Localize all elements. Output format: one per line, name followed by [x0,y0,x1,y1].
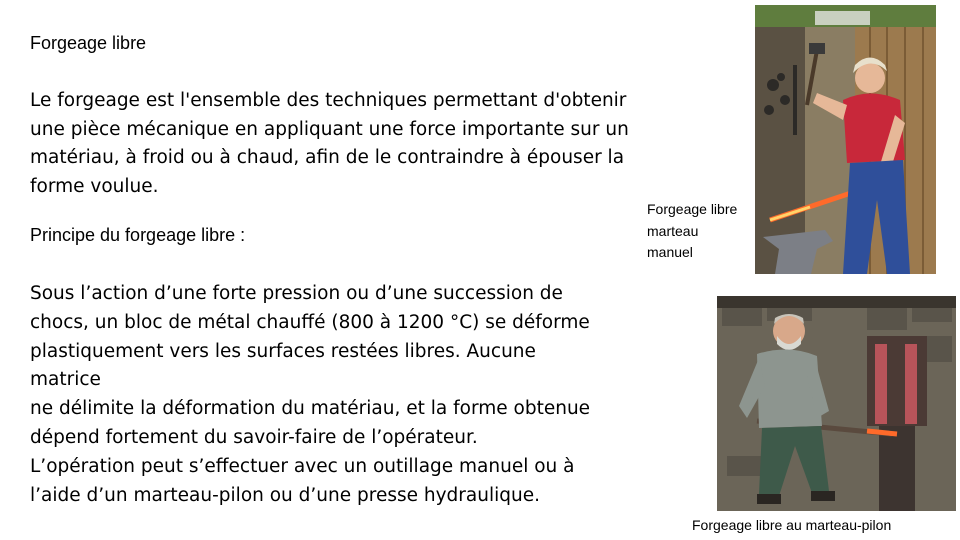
body-line: plastiquement vers les surfaces restées libres. Aucune [30,340,536,362]
photo1-caption-line: Forgeage libre [647,201,738,217]
intro-line: matériau, à froid ou à chaud, afin de le contraindre à épouser la [30,147,625,168]
intro-paragraph [30,87,670,201]
smith-shoe-left [757,494,781,504]
hammer-head [809,43,825,54]
sky-patch [815,11,870,25]
manual-forging-illustration [755,5,936,274]
body-line: ne délimite la déformation du matériau, et la forme obtenue [30,398,591,420]
section-subtitle: Principe du forgeage libre : [30,225,246,245]
ceiling-beam [717,296,956,308]
photo-power-hammer-forging [717,296,956,511]
intro-line: une pièce mécanique en appliquant une force importante sur un [30,118,629,140]
intro-line: Le forgeage est l'ensemble des techniques permettant d'obtenir [30,90,627,111]
photo-manual-hammer-forging [755,5,936,274]
photo1-caption [647,199,737,264]
smith-head [855,63,885,93]
power-hammer-anvil [879,426,915,511]
body-line: dépend fortement du savoir-faire de l’opérateur. [30,426,478,448]
photo1-caption-line: marteau [647,222,699,239]
body-line: chocs, un bloc de métal chauffé (800 à 1200 °C) se déforme [30,311,590,333]
body-line: L’opération peut s’effectuer avec un outillage manuel ou à [30,455,575,477]
intro-line: forme voulue. [30,175,159,197]
body-line: l’aide d’un marteau-pilon ou d’une presse hydraulique. [30,484,540,506]
hot-workpiece [867,431,897,434]
body-line: matrice [30,369,101,391]
photo1-caption-line: manuel [647,244,693,260]
power-hammer-illustration [717,296,956,511]
page-title: Forgeage libre [30,33,147,53]
power-hammer-column-left [875,344,887,424]
body-paragraph [30,280,670,510]
body-line: Sous l’action d’une forte pression ou d’une succession de [30,283,563,304]
smith-shoe-right [811,491,835,501]
photo2-caption: Forgeage libre au marteau-pilon [692,517,892,533]
power-hammer-column-right [905,344,917,424]
